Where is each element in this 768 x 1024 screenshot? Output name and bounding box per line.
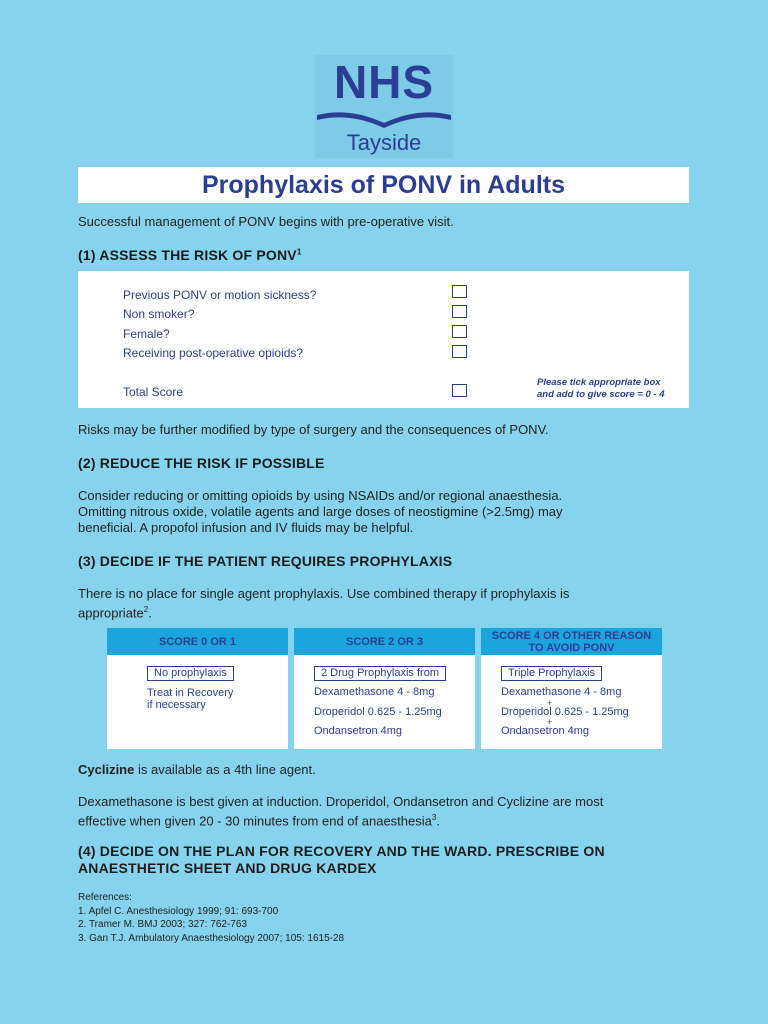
- checkbox-previous-ponv[interactable]: [452, 285, 467, 298]
- section1-heading: (1) ASSESS THE RISK OF PONV$^1$: [78, 247, 302, 263]
- no-prophylaxis-tag: No prophylaxis: [147, 666, 234, 681]
- cyclizine-note: Cyclizine is available as a 4th line agent.: [78, 762, 316, 777]
- section2-heading: (2) REDUCE THE RISK IF POSSIBLE: [78, 455, 325, 471]
- score-line: Dexamethasone 4 - 8mg: [314, 686, 435, 698]
- score-header-2-3: SCORE 2 OR 3: [294, 628, 475, 655]
- intro-text: Successful management of PONV begins with pre-operative visit.: [78, 214, 454, 229]
- score-line: Treat in Recovery: [147, 687, 234, 699]
- reference-item: 1. Apfel C. Anesthesiology 1999; 91: 693-700: [78, 905, 279, 917]
- score-line: if necessary: [147, 699, 206, 711]
- score-line: Droperidol 0.625 - 1.25mg: [314, 706, 442, 718]
- score-column-2-3: [294, 628, 475, 749]
- plus-sign: +: [547, 717, 553, 727]
- section1-ref: 1: [296, 247, 302, 257]
- score-column-4: [481, 628, 662, 749]
- logo-wave-icon: [315, 107, 453, 131]
- tick-instruction-note: Please tick appropriate box and add to give score = 0 - 4: [537, 377, 665, 400]
- score-line: Ondansetron 4mg: [314, 725, 403, 737]
- section3-paragraph: There is no place for single agent prophylaxis. Use combined therapy if prophylaxis is appropriate$^2$.: [78, 586, 570, 621]
- score-column-0-1: [107, 628, 288, 749]
- two-drug-tag: 2 Drug Prophylaxis from: [314, 666, 446, 681]
- reference-item: 2. Tramer M. BMJ 2003; 327: 762-763: [78, 919, 247, 930]
- triple-prophylaxis-tag: Triple Prophylaxis: [501, 666, 602, 681]
- risk-item-opioids: Receiving post-operative opioids?: [123, 346, 304, 360]
- total-score-label: Total Score: [123, 385, 184, 399]
- risk-assessment-box: [78, 271, 689, 408]
- score-header-0-1: SCORE 0 OR 1: [107, 628, 288, 655]
- timing-paragraph: Dexamethasone is best given at induction. Droperidol, Ondansetron and Cyclizine are most effective when given 20 - 30 minutes from end of anaesthesia$^3$.: [78, 794, 604, 829]
- checkbox-opioids[interactable]: [452, 345, 467, 358]
- logo-tayside-text: Tayside: [346, 130, 422, 155]
- title-banner: [78, 167, 689, 203]
- risk-item-non-smoker: Non smoker?: [123, 307, 195, 321]
- section4-heading: (4) DECIDE ON THE PLAN FOR RECOVERY AND THE WARD. PRESCRIBE ON ANAESTHETIC SHEET AND DRUG KARDEX: [78, 843, 605, 876]
- plus-sign: +: [547, 698, 553, 708]
- page-title: Prophylaxis of PONV in Adults: [201, 170, 565, 199]
- references: References: 1. Apfel C. Anesthesiology 1999; 91: 693-700 2. Tramer M. BMJ 2003; 327: 762-763 3. Gan T.J. Ambulatory Anaesthesiology 2007; 105: 1615-28: [78, 892, 345, 944]
- section3-heading: (3) DECIDE IF THE PATIENT REQUIRES PROPHYLAXIS: [78, 553, 453, 569]
- score-line: Droperidol 0.625 - 1.25mg: [501, 706, 629, 718]
- score-line: Ondansetron 4mg: [501, 725, 590, 737]
- risk-item-female: Female?: [123, 327, 170, 341]
- nhs-tayside-logo: [315, 55, 453, 158]
- checkbox-non-smoker[interactable]: [452, 305, 467, 318]
- risk-item-previous-ponv: Previous PONV or motion sickness?: [123, 288, 317, 302]
- section2-paragraph: Consider reducing or omitting opioids by using NSAIDs and/or regional anaesthesia. Omitting nitrous oxide, volatile agents and large doses of neostigmine (>2.5mg) may beneficial. A propofol infusion and IV fluids may be helpful.: [78, 488, 563, 535]
- score-header-4: SCORE 4 OR OTHER REASON TO AVOID PONV: [481, 628, 662, 655]
- score-line: Dexamethasone 4 - 8mg: [501, 686, 622, 698]
- risk-modifier-text: Risks may be further modified by type of surgery and the consequences of PONV.: [78, 422, 549, 437]
- reference-item: 3. Gan T.J. Ambulatory Anaesthesiology 2007; 105: 1615-28: [78, 932, 345, 944]
- checkbox-total-score[interactable]: [452, 384, 467, 397]
- checkbox-female[interactable]: [452, 325, 467, 338]
- logo-nhs-text: NHS: [333, 56, 435, 108]
